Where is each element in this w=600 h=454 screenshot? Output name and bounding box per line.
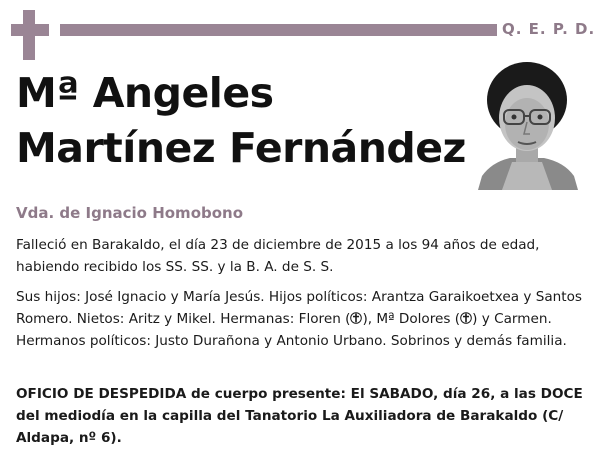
portrait-photo [472,58,582,190]
family-list [16,286,586,352]
deceased-name [16,66,476,176]
cross-icon-bar [11,24,49,36]
family-text-3: ) y Carmen. Hermanos políticos: Justo Durañona y Antonio Urbano. Sobrinos y demás familia. [16,311,567,349]
qepd-label: Q. E. P. D. [502,20,596,38]
header [0,0,600,60]
name-line-1: Mª Angeles [16,69,274,117]
death-notice: Falleció en Barakaldo, el día 23 de diciembre de 2015 a los 94 años de edad, habiendo recibido los SS. SS. y la B. A. de S. S. [16,237,540,275]
family-text-1: Sus hijos: José Ignacio y María Jesús. Hijos políticos: Arantza Garaikoetxea y Santos Romero. Nietos: Aritz y Mikel. Hermanas: Floren ( [16,289,583,327]
portrait-illustration [472,58,582,190]
header-rule [60,24,497,36]
funeral-notice: OFICIO DE DESPEDIDA de cuerpo presente: El SABADO, día 26, a las DOCE del mediodía en la capilla del Tanatorio La Auxiliadora de Barakaldo (C/ Aldapa, nº 6). [16,386,583,446]
cross-icon-small [350,311,362,325]
cross-icon-small [460,311,472,325]
family-text-2: ), Mª Dolores ( [362,311,461,327]
widow-of: Vda. de Ignacio Homobono [16,204,244,222]
name-line-2: Martínez Fernández [16,124,466,172]
